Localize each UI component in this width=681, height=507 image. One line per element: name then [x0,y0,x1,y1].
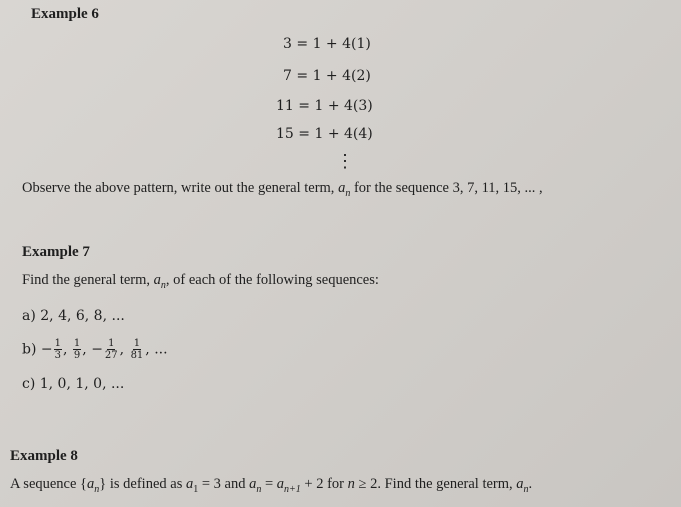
example-6-title: Example 6 [31,6,99,22]
fraction: $\frac{1}{3}$ [54,338,61,361]
equation-row: 11 = 1 + 4(3) [276,98,373,114]
example-8-text: A sequence $\{a_n\}$ is defined as $a_1 = 3$ and $a_n = a_{n+1} + 2$ for n ≥ 2. Find the general term, $a_n$. [10,476,533,495]
equation-row: 7 = 1 + 4(2) [283,68,371,84]
sequence-c: c) 1, 0, 1, 0, ... [22,376,125,392]
example-8-title: Example 8 [10,448,78,464]
fraction: $\frac{1}{81}$ [130,338,144,361]
vertical-ellipsis: ⋮ [336,151,354,171]
sequence-b: b) − $\frac{1}{3}$ , $\frac{1}{9}$ , − $\frac{1}{27}$ , $\frac{1}{81}$ , ... [22,338,168,361]
example-7-title: Example 7 [22,244,90,260]
fraction: $\frac{1}{27}$ [104,338,118,361]
equation-row: 15 = 1 + 4(4) [276,126,373,142]
sequence-a: a) 2, 4, 6, 8, ... [22,308,125,324]
fraction: $\frac{1}{9}$ [73,338,81,361]
example-6-text: Observe the above pattern, write out the general term, $a_n$ for the sequence 3, 7, 11, 15, ... , [22,180,543,199]
example-7-intro: Find the general term, $a_n$, of each of the following sequences: [22,272,379,291]
equation-row: 3 = 1 + 4(1) [283,36,371,52]
